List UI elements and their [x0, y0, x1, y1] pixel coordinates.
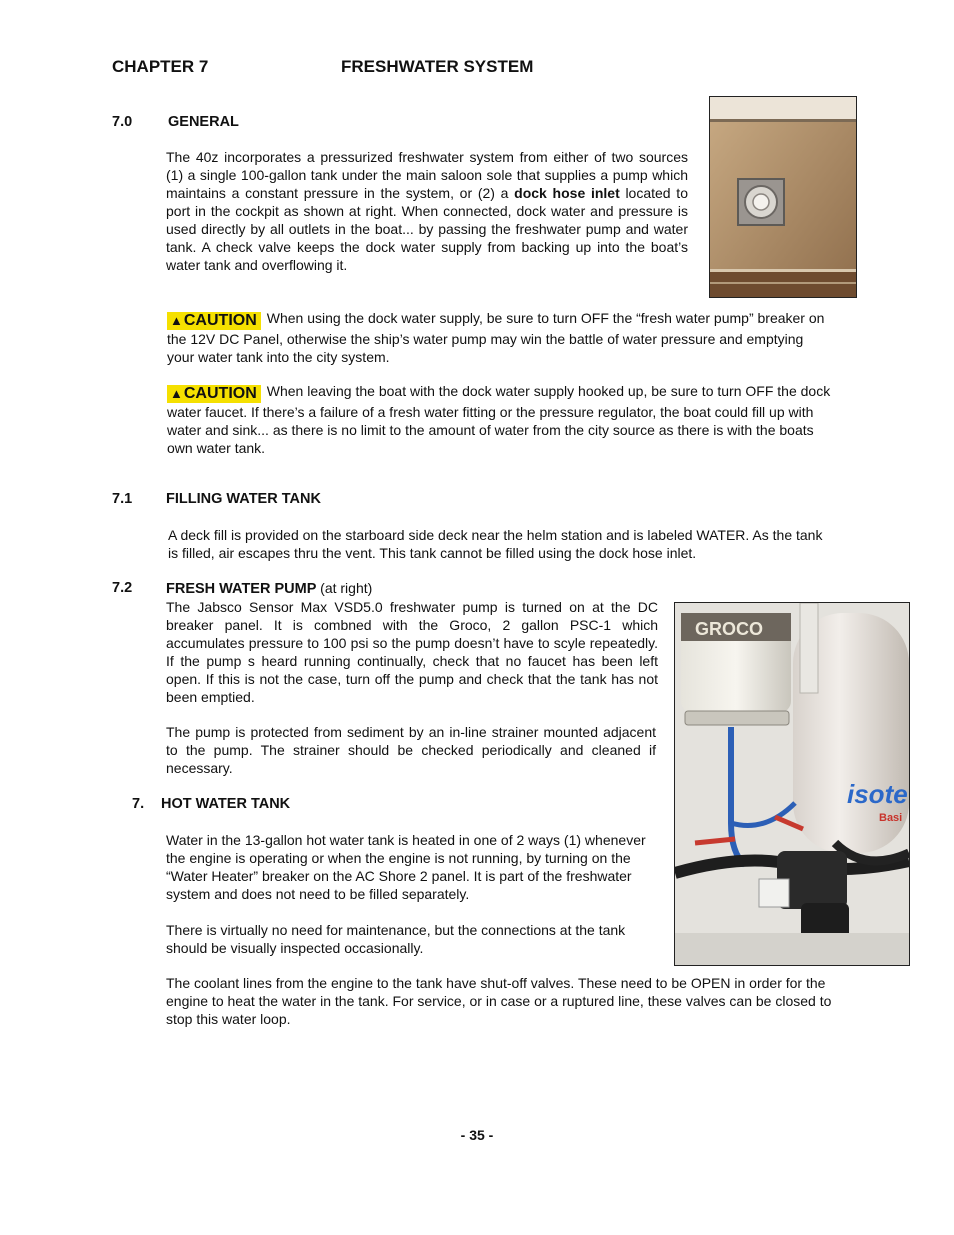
- dock-hose-inlet-photo: [709, 96, 857, 298]
- pump-paragraph-1: The Jabsco Sensor Max VSD5.0 freshwater pump is turned on at the DC breaker panel. It is combned with the Groco, 2 gallon PSC-1 which accumulates pressure to 100 psi so the pump doesn’t have to scyle repeatedly. If the pump s heard running continually, check that no faucet has been left open. If this is not the case, turn off the pump and check that the tank has not been emptied.: [166, 599, 658, 705]
- section-number-hotwater: 7.: [132, 796, 145, 812]
- caution-paragraph-2: [167, 382, 837, 457]
- heater-brand: isote: [847, 779, 908, 809]
- pump-heading-note: (at right): [320, 580, 373, 596]
- tank-brand: GROCO: [695, 619, 764, 639]
- caution-label-2: CAUTION: [183, 385, 257, 402]
- caution-label-1: CAUTION: [183, 312, 257, 329]
- pump-photo: [674, 602, 910, 966]
- section-number-general: 7.0: [112, 114, 133, 130]
- section-heading-filling: FILLING WATER TANK: [166, 491, 321, 507]
- caution-paragraph-1: [167, 309, 833, 366]
- pump-image: [675, 603, 909, 965]
- section-number-filling: 7.1: [112, 491, 133, 507]
- warning-triangle-icon: ▲: [170, 313, 183, 328]
- general-rest: located to port in the cockpit as shown at right. When connected, dock water and pressure is used directly by all outlets in the boat... by passing the freshwater pump and water tank. A check valve keeps the dock water supply from backing up into the boat’s water tank and overflowing it.: [166, 185, 688, 273]
- section-heading-hotwater: HOT WATER TANK: [161, 796, 291, 812]
- section-heading-general: GENERAL: [168, 114, 239, 130]
- chapter-title: FRESHWATER SYSTEM: [341, 57, 534, 76]
- hotwater-paragraph-2: There is virtually no need for maintenance, but the connections at the tank should be visually inspected occasionally.: [166, 922, 626, 956]
- caution-text-2: When leaving the boat with the dock water supply hooked up, be sure to turn OFF the dock water faucet. If there’s a failure of a fresh water fitting or the pressure regulator, the boat could fill up with water and sink... as there is no limit to the amount of water from the city source as there is with the boats own water tank.: [167, 383, 831, 456]
- general-paragraph: [166, 148, 688, 274]
- chapter-number: CHAPTER 7: [112, 57, 209, 76]
- dock-hose-inlet-image: [710, 97, 856, 297]
- section-heading-pump-line: [166, 580, 372, 597]
- section-heading-pump: FRESH WATER PUMP: [166, 581, 317, 597]
- filling-paragraph: A deck fill is provided on the starboard side deck near the helm station and is labeled WATER. As the tank is filled, air escapes thru the vent. This tank cannot be filled using the dock hose inlet.: [168, 527, 823, 561]
- caution-badge-2: [167, 385, 261, 403]
- caution-text-1: When using the dock water supply, be sure to turn OFF the “fresh water pump” breaker on the 12V DC Panel, otherwise the ship’s water pump may win the battle of water pressure and emptying your water tank into the city system.: [167, 310, 825, 365]
- pump-paragraph-2: The pump is protected from sediment by an in-line strainer mounted adjacent to the pump. The strainer should be checked periodically and cleaned if necessary.: [166, 724, 656, 776]
- heater-sub: Basi: [879, 812, 903, 824]
- dock-hose-inlet-term: dock hose inlet: [514, 185, 620, 201]
- hotwater-paragraph-1: Water in the 13-gallon hot water tank is heated in one of 2 ways (1) whenever the engine is operating or when the engine is not running, by turning on the “Water Heater” breaker on the AC Shore 2 panel. It is part of the freshwater system and does not need to be filled separately.: [166, 832, 646, 902]
- section-number-pump: 7.2: [112, 580, 133, 596]
- warning-triangle-icon: ▲: [170, 386, 183, 401]
- general-lead: The 40z incorporates a pressurized freshwater system from either of two sources (1) a single 100-gallon tank under the main saloon sole that supplies a pump which maintains a constant pressure in the system, or (2) a: [166, 149, 688, 201]
- page-number: - 35 -: [460, 1127, 494, 1143]
- hotwater-paragraph-3: The coolant lines from the engine to the tank have shut-off valves. These need to be OPEN in order for the engine to heat the water in the tank. For service, or in case or a ruptured line, these valves can be closed to stop this water loop.: [166, 975, 832, 1027]
- caution-badge-1: [167, 312, 261, 330]
